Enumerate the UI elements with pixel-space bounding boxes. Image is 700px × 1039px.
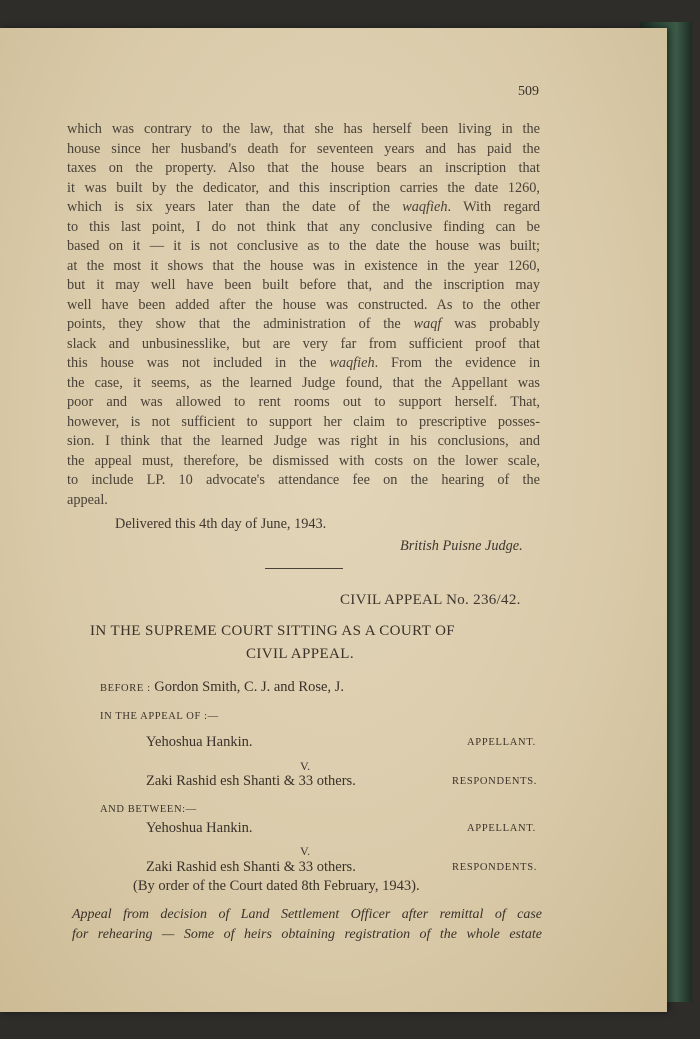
line-text: was probably — [441, 316, 540, 332]
paragraph-line — [67, 315, 540, 335]
judgment-paragraph — [67, 120, 540, 510]
court-heading-line-1: IN THE SUPREME COURT SITTING AS A COURT OF — [90, 623, 456, 639]
headnote — [72, 905, 542, 945]
paragraph-line — [67, 120, 540, 140]
line-text: appeal. — [67, 491, 108, 508]
paragraph-line — [67, 354, 540, 374]
court-heading-line-2: CIVIL APPEAL. — [246, 646, 354, 662]
appellant-name-1: Yehoshua Hankin. — [146, 734, 253, 750]
appellant-role-1: APPELLANT. — [467, 737, 536, 748]
line-text: based on it — it is not conclusive as to the date the house was built; — [67, 238, 540, 254]
paragraph-line — [67, 237, 540, 257]
paragraph-line — [67, 374, 540, 394]
case-number: CIVIL APPEAL No. 236/42. — [340, 592, 521, 608]
line-text: sion. I think that the learned Judge was right in his conclusions, and — [67, 433, 540, 449]
line-text: it was built by the dedicator, and this inscription carries the date 1260, — [67, 179, 540, 196]
line-text: which is six years later than the date of the — [67, 199, 403, 215]
judge-title: British Puisne Judge. — [400, 538, 523, 554]
italic-term: waqfieh — [329, 355, 375, 371]
order-note: (By order of the Court dated 8th February, 1943). — [133, 878, 420, 894]
before-judges: Gordon Smith, C. J. and Rose, J. — [154, 679, 344, 695]
paragraph-line — [67, 432, 540, 452]
headnote-line: Appeal from decision of Land Settlement Officer after remittal of case — [72, 907, 542, 922]
respondent-name-1: Zaki Rashid esh Shanti & 33 others. — [146, 773, 356, 789]
line-text: house since her husband's death for seventeen years and has paid the — [67, 140, 540, 157]
line-text: the appeal must, therefore, be dismissed with costs on the lower scale, — [67, 452, 540, 469]
paragraph-line — [67, 413, 540, 433]
paragraph-line — [67, 335, 540, 355]
line-text: . From the evidence in — [374, 355, 540, 371]
paragraph-line — [67, 296, 540, 316]
versus-1: V. — [300, 759, 311, 773]
paragraph-line — [67, 198, 540, 218]
line-text: to this last point, I do not think that any conclusive finding can be — [67, 218, 540, 235]
paragraph-line — [67, 452, 540, 472]
line-text: but it may well have been built before that, and the inscription may — [67, 277, 540, 293]
paragraph-line — [67, 218, 540, 238]
paragraph-line — [67, 179, 540, 199]
line-text: taxes on the property. Also that the house bears an inscription that — [67, 160, 540, 176]
delivered-line: Delivered this 4th day of June, 1943. — [115, 516, 327, 532]
appellant-name-2: Yehoshua Hankin. — [146, 820, 253, 836]
line-text: well have been added after the house was constructed. As to the other — [67, 296, 540, 313]
italic-term: waqfieh — [402, 199, 448, 215]
section-divider — [265, 568, 343, 569]
book-page — [0, 28, 667, 1012]
in-appeal-label: IN THE APPEAL OF :— — [100, 711, 219, 722]
paragraph-line — [67, 159, 540, 179]
paragraph-line — [67, 276, 540, 296]
page-number: 509 — [518, 84, 539, 99]
headnote-line: for rehearing — Some of heirs obtaining registration of the whole estate — [72, 927, 542, 942]
line-text: to include LP. 10 advocate's attendance fee on the hearing of the — [67, 472, 540, 488]
line-text: which was contrary to the law, that she has herself been living in the — [67, 121, 540, 137]
line-text: at the most it shows that the house was in existence in the year 1260, — [67, 257, 540, 274]
paragraph-line — [67, 491, 540, 511]
respondent-name-2: Zaki Rashid esh Shanti & 33 others. — [146, 859, 356, 875]
line-text: . With regard — [447, 199, 540, 215]
line-text: this house was not included in the — [67, 355, 330, 371]
paragraph-line — [67, 257, 540, 277]
line-text: the case, it seems, as the learned Judge found, that the Appellant was — [67, 374, 540, 391]
line-text: slack and unbusinesslike, but are very far from sufficient proof that — [67, 335, 540, 352]
line-text: points, they show that the administration of the — [67, 316, 414, 332]
respondent-role-1: RESPONDENTS. — [452, 776, 538, 787]
before-line — [100, 679, 344, 696]
line-text: however, is not sufficient to support her claim to prescriptive posses- — [67, 413, 540, 430]
paragraph-line — [67, 140, 540, 160]
paragraph-line — [67, 471, 540, 491]
and-between-label: AND BETWEEN:— — [100, 804, 197, 815]
appellant-role-2: APPELLANT. — [467, 823, 536, 834]
before-label: BEFORE : — [100, 683, 151, 694]
italic-term: waqf — [413, 316, 442, 332]
respondent-role-2: RESPONDENTS. — [452, 862, 538, 873]
versus-2: V. — [300, 844, 311, 858]
line-text: poor and was allowed to rent rooms out to support herself. That, — [67, 394, 540, 410]
paragraph-line — [67, 393, 540, 413]
